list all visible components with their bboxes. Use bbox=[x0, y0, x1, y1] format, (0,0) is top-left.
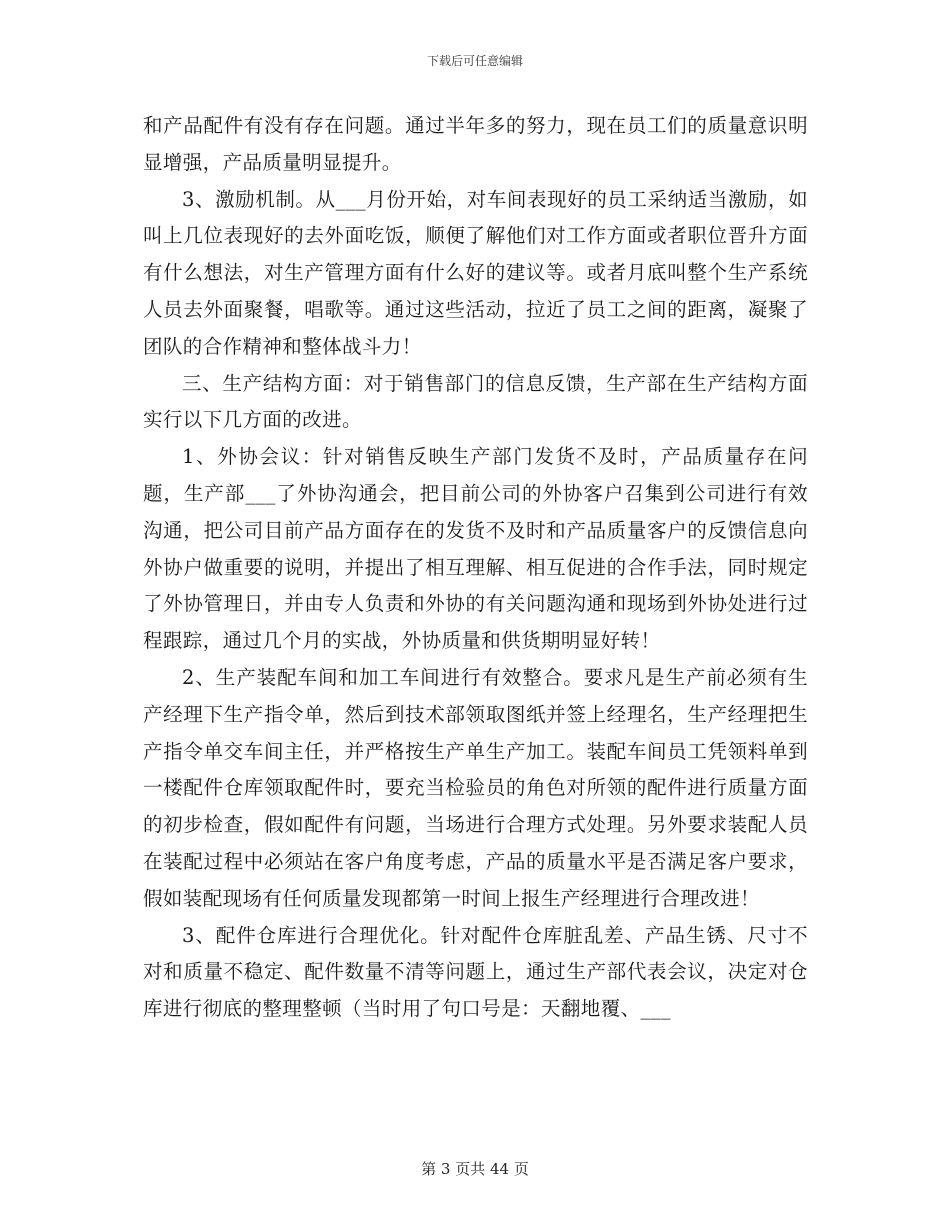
paragraph-2: 3、激励机制。从___月份开始，对车间表现好的员工采纳适当激励，如叫上几位表现好的去外面吃饭，顺便了解他们对工作方面或者职位晋升方面有什么想法，对生产管理方面有什么好的建议等。或者月底叫整个生产系统人员去外面聚餐，唱歌等。通过这些活动，拉近了员工之间的距离，凝聚了团队的合作精神和整体战斗力！ bbox=[143, 187, 808, 358]
page-footer: 第 3 页共 44 页 bbox=[421, 1160, 529, 1178]
paragraph-3: 三、生产结构方面：对于销售部门的信息反馈，生产部在生产结构方面实行以下几方面的改进。 bbox=[143, 371, 808, 432]
paragraph-6: 3、配件仓库进行合理优化。针对配件仓库脏乱差、产品生锈、尺寸不对和质量不稳定、配件数量不清等问题上，通过生产部代表会议，决定对仓库进行彻底的整理整顿（当时用了句口号是：天翻地覆、___ bbox=[143, 923, 808, 1021]
paragraph-1: 和产品配件有没有存在问题。通过半年多的努力，现在员工们的质量意识明显增强，产品质量明显提升。 bbox=[143, 114, 808, 174]
page-header: 下载后可任意编辑 bbox=[426, 54, 523, 68]
paragraph-4: 1、外协会议：针对销售反映生产部门发货不及时，产品质量存在问题，生产部___了外协沟通会，把目前公司的外协客户召集到公司进行有效沟通，把公司目前产品方面存在的发货不及时和产品质量客户的反馈信息向外协户做重要的说明，并提出了相互理解、相互促进的合作手法，同时规定了外协管理日，并由专人负责和外协的有关问题沟通和现场到外协处进行过程跟踪，通过几个月的实战，外协质量和供货期明显好转！ bbox=[143, 445, 808, 653]
document-body bbox=[143, 108, 808, 1028]
paragraph-5: 2、生产装配车间和加工车间进行有效整合。要求凡是生产前必须有生产经理下生产指令单，然后到技术部领取图纸并签上经理名，生产经理把生产指令单交车间主任，并严格按生产单生产加工。装配车间员工凭领料单到一楼配件仓库领取配件时，要充当检验员的角色对所领的配件进行质量方面的初步检查，假如配件有问题，当场进行合理方式处理。另外要求装配人员在装配过程中必须站在客户角度考虑，产品的质量水平是否满足客户要求，假如装配现场有任何质量发现都第一时间上报生产经理进行合理改进！ bbox=[143, 665, 808, 910]
